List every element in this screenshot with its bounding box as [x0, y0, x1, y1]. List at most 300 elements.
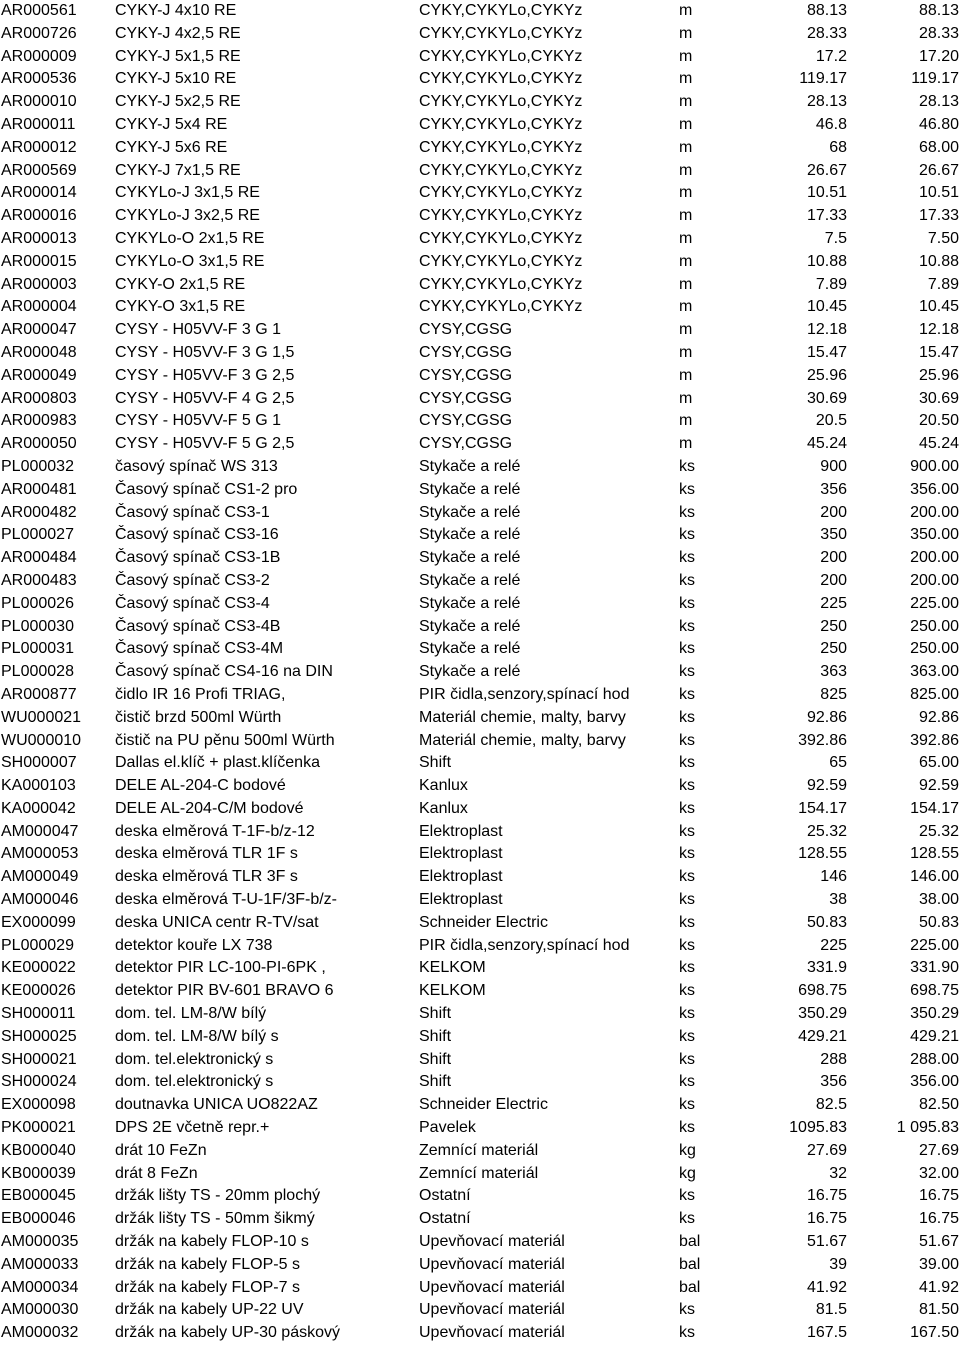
item-unit: ks [679, 936, 695, 954]
item-price: 28.33 [806, 24, 847, 42]
item-code: AM000046 [1, 891, 79, 909]
item-unit: ks [679, 1073, 695, 1091]
item-price-formatted: 51.67 [918, 1233, 959, 1251]
item-code: AR000050 [1, 435, 77, 453]
item-group: CYSY,CGSG [419, 321, 513, 339]
table-row [0, 547, 960, 570]
item-unit: ks [679, 754, 695, 772]
item-price: 10.51 [806, 184, 847, 202]
item-price-formatted: 15.47 [918, 343, 959, 361]
item-price-formatted: 200.00 [910, 503, 959, 521]
item-code: KE000026 [1, 982, 76, 1000]
table-row [0, 798, 960, 821]
item-price: 825 [820, 685, 847, 703]
item-code: AR000009 [1, 47, 77, 65]
table-row [0, 46, 960, 69]
table-row [0, 684, 960, 707]
item-price-formatted: 82.50 [918, 1096, 959, 1114]
item-group: KELKOM [419, 982, 486, 1000]
item-code: AR000983 [1, 412, 77, 430]
item-unit: kg [679, 1141, 696, 1159]
table-row [0, 1185, 960, 1208]
item-price-formatted: 900.00 [910, 457, 959, 475]
item-unit: ks [679, 640, 695, 658]
item-group: Pavelek [419, 1119, 476, 1137]
table-row [0, 388, 960, 411]
item-group: Stykače a relé [419, 526, 521, 544]
item-unit: ks [679, 845, 695, 863]
item-group: Materiál chemie, malty, barvy [419, 708, 626, 726]
item-code: AR000536 [1, 70, 77, 88]
item-group: CYKY,CYKYLo,CYKYz [419, 93, 583, 111]
table-row [0, 296, 960, 319]
table-row [0, 160, 960, 183]
item-price-formatted: 7.89 [927, 275, 959, 293]
table-row [0, 1163, 960, 1186]
item-code: AR000049 [1, 366, 77, 384]
table-row [0, 137, 960, 160]
item-unit: ks [679, 913, 695, 931]
item-name: držák na kabely FLOP-10 s [115, 1233, 309, 1251]
item-price-formatted: 363.00 [910, 663, 959, 681]
item-unit: ks [679, 1050, 695, 1068]
item-price: 429.21 [798, 1027, 847, 1045]
item-code: PL000026 [1, 594, 74, 612]
item-name: CYSY - H05VV-F 5 G 2,5 [115, 435, 295, 453]
item-unit: ks [679, 731, 695, 749]
item-name: drát 8 FeZn [115, 1164, 198, 1182]
item-unit: bal [679, 1255, 701, 1273]
item-price-formatted: 119.17 [911, 70, 959, 88]
item-code: AR000012 [1, 138, 77, 156]
table-row [0, 274, 960, 297]
table-row [0, 1254, 960, 1277]
table-row [0, 365, 960, 388]
item-name: Časový spínač CS3-4 [115, 594, 270, 612]
item-price: 12.18 [806, 321, 847, 339]
table-row [0, 456, 960, 479]
table-row [0, 570, 960, 593]
item-name: CYKY-J 7x1,5 RE [115, 161, 241, 179]
item-name: CYSY - H05VV-F 4 G 2,5 [115, 389, 295, 407]
item-group: CYKY,CYKYLo,CYKYz [419, 2, 583, 19]
item-unit: m [679, 321, 693, 339]
item-price: 200 [820, 571, 847, 589]
item-group: Shift [419, 1027, 452, 1045]
item-price-formatted: 81.50 [918, 1301, 959, 1319]
item-price: 331.9 [806, 959, 847, 977]
item-group: Zemnící materiál [419, 1141, 539, 1159]
item-name: Časový spínač CS3-4M [115, 640, 284, 658]
item-name: drát 10 FeZn [115, 1141, 207, 1159]
item-unit: ks [679, 594, 695, 612]
item-price: 350.29 [798, 1005, 847, 1023]
item-group: Upevňovací materiál [419, 1301, 565, 1319]
item-group: CYKY,CYKYLo,CYKYz [419, 138, 583, 156]
item-price-formatted: 68.00 [918, 138, 959, 156]
item-code: EB000046 [1, 1210, 76, 1228]
item-price: 65 [829, 754, 847, 772]
item-name: CYKY-J 4x2,5 RE [115, 24, 241, 42]
item-price-formatted: 25.32 [918, 822, 959, 840]
item-code: KE000022 [1, 959, 76, 977]
item-price: 20.5 [815, 412, 847, 430]
item-name: deska elměrová TLR 1F s [115, 845, 298, 863]
item-code: AM000030 [1, 1301, 79, 1319]
item-unit: m [679, 138, 693, 156]
item-code: AM000047 [1, 822, 79, 840]
item-code: SH000024 [1, 1073, 77, 1091]
item-code: AR000013 [1, 229, 77, 247]
item-unit: m [679, 70, 693, 88]
table-row [0, 91, 960, 114]
item-group: CYSY,CGSG [419, 412, 513, 430]
item-name: detektor PIR BV-601 BRAVO 6 [115, 982, 334, 1000]
item-price-formatted: 41.92 [918, 1278, 959, 1296]
item-group: Schneider Electric [419, 1096, 548, 1114]
item-unit: ks [679, 708, 695, 726]
table-row [0, 707, 960, 730]
item-price: 51.67 [806, 1233, 847, 1251]
item-code: AR000004 [1, 298, 77, 316]
item-price: 250 [820, 617, 847, 635]
item-code: AR000561 [1, 2, 77, 19]
table-row [0, 319, 960, 342]
item-group: Materiál chemie, malty, barvy [419, 731, 626, 749]
item-code: AR000484 [1, 549, 77, 567]
item-name: CYKY-O 2x1,5 RE [115, 275, 246, 293]
item-price-formatted: 146.00 [910, 868, 959, 886]
table-row [0, 1140, 960, 1163]
item-unit: m [679, 298, 693, 316]
item-group: CYKY,CYKYLo,CYKYz [419, 115, 583, 133]
item-price-formatted: 154.17 [910, 799, 959, 817]
item-name: CYKY-J 4x10 RE [115, 2, 237, 19]
item-price: 92.59 [806, 777, 847, 795]
item-group: CYKY,CYKYLo,CYKYz [419, 275, 583, 293]
item-group: Schneider Electric [419, 913, 548, 931]
item-unit: kg [679, 1164, 696, 1182]
item-price-formatted: 10.51 [918, 184, 959, 202]
item-price-formatted: 350.00 [910, 526, 959, 544]
item-group: Elektroplast [419, 845, 503, 863]
table-row [0, 1003, 960, 1026]
item-unit: ks [679, 617, 695, 635]
item-price: 698.75 [798, 982, 847, 1000]
table-row [0, 730, 960, 753]
table-row [0, 479, 960, 502]
item-name: CYKYLo-O 2x1,5 RE [115, 229, 265, 247]
item-group: Upevňovací materiál [419, 1233, 565, 1251]
item-group: Stykače a relé [419, 640, 521, 658]
item-group: Stykače a relé [419, 457, 521, 475]
item-price-formatted: 38.00 [918, 891, 959, 909]
item-price-formatted: 7.50 [927, 229, 959, 247]
item-price: 88.13 [806, 2, 847, 19]
item-code: SH000011 [1, 1005, 76, 1023]
item-unit: m [679, 389, 693, 407]
item-price: 119.17 [799, 70, 847, 88]
item-price: 7.89 [815, 275, 847, 293]
item-price: 50.83 [806, 913, 847, 931]
item-price-formatted: 200.00 [910, 571, 959, 589]
item-price: 363 [820, 663, 847, 681]
item-group: PIR čidla,senzory,spínací hod [419, 685, 630, 703]
item-code: AM000033 [1, 1255, 79, 1273]
table-row [0, 821, 960, 844]
item-code: AR000803 [1, 389, 77, 407]
item-price: 41.92 [806, 1278, 847, 1296]
item-name: deska elměrová T-U-1F/3F-b/z- [115, 891, 337, 909]
item-price: 26.67 [806, 161, 847, 179]
item-price: 25.32 [806, 822, 847, 840]
item-price-formatted: 250.00 [910, 617, 959, 635]
item-name: deska elměrová T-1F-b/z-12 [115, 822, 315, 840]
item-price: 38 [829, 891, 847, 909]
item-price-formatted: 92.59 [918, 777, 959, 795]
item-price: 68 [829, 138, 847, 156]
item-price: 10.88 [806, 252, 847, 270]
item-price-formatted: 356.00 [910, 1073, 959, 1091]
item-code: EX000099 [1, 913, 76, 931]
item-name: držák lišty TS - 50mm šikmý [115, 1210, 315, 1228]
item-name: dom. tel. LM-8/W bílý [115, 1005, 267, 1023]
item-name: DPS 2E včetně repr.+ [115, 1119, 270, 1137]
item-group: CYKY,CYKYLo,CYKYz [419, 298, 583, 316]
item-price-formatted: 39.00 [918, 1255, 959, 1273]
item-group: Shift [419, 1005, 452, 1023]
table-row [0, 866, 960, 889]
item-name: CYKY-J 5x4 RE [115, 115, 228, 133]
item-name: čistič brzd 500ml Würth [115, 708, 282, 726]
item-price: 167.5 [806, 1324, 847, 1342]
item-group: CYSY,CGSG [419, 389, 513, 407]
item-unit: ks [679, 1187, 695, 1205]
item-code: AR000015 [1, 252, 77, 270]
item-group: CYKY,CYKYLo,CYKYz [419, 70, 583, 88]
item-name: CYSY - H05VV-F 3 G 1,5 [115, 343, 295, 361]
item-name: CYSY - H05VV-F 3 G 1 [115, 321, 281, 339]
item-name: držák lišty TS - 20mm plochý [115, 1187, 321, 1205]
table-row [0, 957, 960, 980]
item-unit: ks [679, 663, 695, 681]
table-row [0, 23, 960, 46]
item-price-formatted: 16.75 [918, 1187, 959, 1205]
item-unit: m [679, 207, 693, 225]
table-row [0, 638, 960, 661]
item-price-formatted: 25.96 [918, 366, 959, 384]
item-price: 200 [820, 549, 847, 567]
item-price-formatted: 429.21 [910, 1027, 959, 1045]
item-price-formatted: 30.69 [918, 389, 959, 407]
item-price-formatted: 128.55 [910, 845, 959, 863]
item-price: 128.55 [798, 845, 847, 863]
item-name: CYKYLo-J 3x1,5 RE [115, 184, 260, 202]
item-unit: ks [679, 1301, 695, 1319]
item-code: AR000481 [1, 480, 77, 498]
item-price: 30.69 [806, 389, 847, 407]
item-code: EX000098 [1, 1096, 76, 1114]
table-row [0, 843, 960, 866]
item-unit: ks [679, 1005, 695, 1023]
item-group: Stykače a relé [419, 503, 521, 521]
item-price-formatted: 92.86 [918, 708, 959, 726]
table-row [0, 1208, 960, 1231]
item-name: Časový spínač CS3-4B [115, 617, 281, 635]
item-code: AM000049 [1, 868, 79, 886]
item-code: KB000039 [1, 1164, 76, 1182]
item-price-formatted: 27.69 [918, 1141, 959, 1159]
item-group: Upevňovací materiál [419, 1255, 565, 1273]
item-group: Stykače a relé [419, 480, 521, 498]
item-group: Elektroplast [419, 891, 503, 909]
item-unit: ks [679, 549, 695, 567]
item-price: 146 [820, 868, 847, 886]
item-group: Shift [419, 1050, 452, 1068]
table-row [0, 593, 960, 616]
item-price-formatted: 88.13 [918, 2, 959, 19]
item-price-formatted: 698.75 [910, 982, 959, 1000]
item-price-formatted: 50.83 [918, 913, 959, 931]
item-unit: ks [679, 959, 695, 977]
item-group: Stykače a relé [419, 663, 521, 681]
item-unit: m [679, 115, 693, 133]
item-name: časový spínač WS 313 [115, 457, 278, 475]
item-price: 46.8 [815, 115, 847, 133]
item-unit: ks [679, 1210, 695, 1228]
item-unit: ks [679, 457, 695, 475]
item-code: AR000569 [1, 161, 77, 179]
item-name: CYSY - H05VV-F 3 G 2,5 [115, 366, 295, 384]
item-price-formatted: 350.29 [910, 1005, 959, 1023]
item-price-formatted: 17.20 [918, 47, 959, 65]
item-code: AM000053 [1, 845, 79, 863]
item-price: 81.5 [815, 1301, 847, 1319]
item-code: KB000040 [1, 1141, 76, 1159]
item-price: 45.24 [806, 435, 847, 453]
item-unit: m [679, 435, 693, 453]
item-unit: ks [679, 1027, 695, 1045]
item-group: CYSY,CGSG [419, 366, 513, 384]
item-group: PIR čidla,senzory,spínací hod [419, 936, 630, 954]
item-code: AR000016 [1, 207, 77, 225]
item-unit: ks [679, 822, 695, 840]
item-code: AM000035 [1, 1233, 79, 1251]
item-unit: m [679, 275, 693, 293]
item-price: 82.5 [815, 1096, 847, 1114]
table-row [0, 775, 960, 798]
item-price-formatted: 392.86 [910, 731, 959, 749]
item-price-formatted: 45.24 [918, 435, 959, 453]
item-group: Elektroplast [419, 822, 503, 840]
item-unit: m [679, 24, 693, 42]
item-group: Shift [419, 1073, 452, 1091]
item-group: CYKY,CYKYLo,CYKYz [419, 229, 583, 247]
table-row [0, 433, 960, 456]
item-price: 27.69 [806, 1141, 847, 1159]
item-name: doutnavka UNICA UO822AZ [115, 1096, 318, 1114]
table-row [0, 68, 960, 91]
item-code: AR000726 [1, 24, 77, 42]
item-unit: ks [679, 1119, 695, 1137]
item-price: 17.2 [815, 47, 847, 65]
item-code: AM000034 [1, 1278, 79, 1296]
item-group: Ostatní [419, 1187, 471, 1205]
item-name: držák na kabely UP-22 UV [115, 1301, 304, 1319]
item-unit: ks [679, 982, 695, 1000]
item-code: AR000877 [1, 685, 77, 703]
table-row [0, 889, 960, 912]
item-group: Stykače a relé [419, 549, 521, 567]
table-row [0, 1094, 960, 1117]
item-price: 32 [829, 1164, 847, 1182]
item-group: Stykače a relé [419, 617, 521, 635]
table-row [0, 205, 960, 228]
item-code: PL000032 [1, 457, 74, 475]
item-code: PL000031 [1, 640, 74, 658]
item-name: Časový spínač CS4-16 na DIN [115, 663, 333, 681]
item-group: Elektroplast [419, 868, 503, 886]
item-name: CYSY - H05VV-F 5 G 1 [115, 412, 281, 430]
table-row [0, 1026, 960, 1049]
item-price: 250 [820, 640, 847, 658]
item-price: 900 [820, 457, 847, 475]
item-unit: ks [679, 571, 695, 589]
item-code: AM000032 [1, 1324, 79, 1342]
item-code: PL000030 [1, 617, 74, 635]
item-code: AR000011 [1, 115, 76, 133]
item-unit: bal [679, 1278, 701, 1296]
item-name: Časový spínač CS3-1B [115, 549, 281, 567]
item-price-formatted: 250.00 [910, 640, 959, 658]
item-unit: ks [679, 799, 695, 817]
item-group: Upevňovací materiál [419, 1324, 565, 1342]
item-group: Kanlux [419, 799, 468, 817]
table-row [0, 1322, 960, 1345]
item-group: CYKY,CYKYLo,CYKYz [419, 24, 583, 42]
item-code: AR000482 [1, 503, 77, 521]
table-row [0, 935, 960, 958]
item-price-formatted: 17.33 [918, 207, 959, 225]
item-price: 15.47 [806, 343, 847, 361]
item-name: držák na kabely FLOP-7 s [115, 1278, 300, 1296]
item-name: CYKY-J 5x2,5 RE [115, 93, 241, 111]
item-unit: ks [679, 1324, 695, 1342]
item-price-formatted: 12.18 [918, 321, 959, 339]
item-unit: ks [679, 868, 695, 886]
item-price-formatted: 356.00 [910, 480, 959, 498]
item-unit: m [679, 93, 693, 111]
item-code: AR000048 [1, 343, 77, 361]
item-unit: m [679, 161, 693, 179]
item-name: dom. tel.elektronický s [115, 1073, 274, 1091]
item-price-formatted: 26.67 [918, 161, 959, 179]
item-unit: ks [679, 891, 695, 909]
item-unit: m [679, 252, 693, 270]
item-price: 28.13 [806, 93, 847, 111]
item-price: 392.86 [798, 731, 847, 749]
item-name: dom. tel.elektronický s [115, 1050, 274, 1068]
item-name: DELE AL-204-C bodové [115, 777, 286, 795]
item-code: SH000025 [1, 1027, 77, 1045]
table-row [0, 661, 960, 684]
item-name: CYKY-J 5x1,5 RE [115, 47, 241, 65]
item-price: 154.17 [798, 799, 847, 817]
item-name: dom. tel. LM-8/W bílý s [115, 1027, 279, 1045]
item-name: Časový spínač CS3-2 [115, 571, 270, 589]
item-price-formatted: 225.00 [910, 594, 959, 612]
item-unit: m [679, 47, 693, 65]
